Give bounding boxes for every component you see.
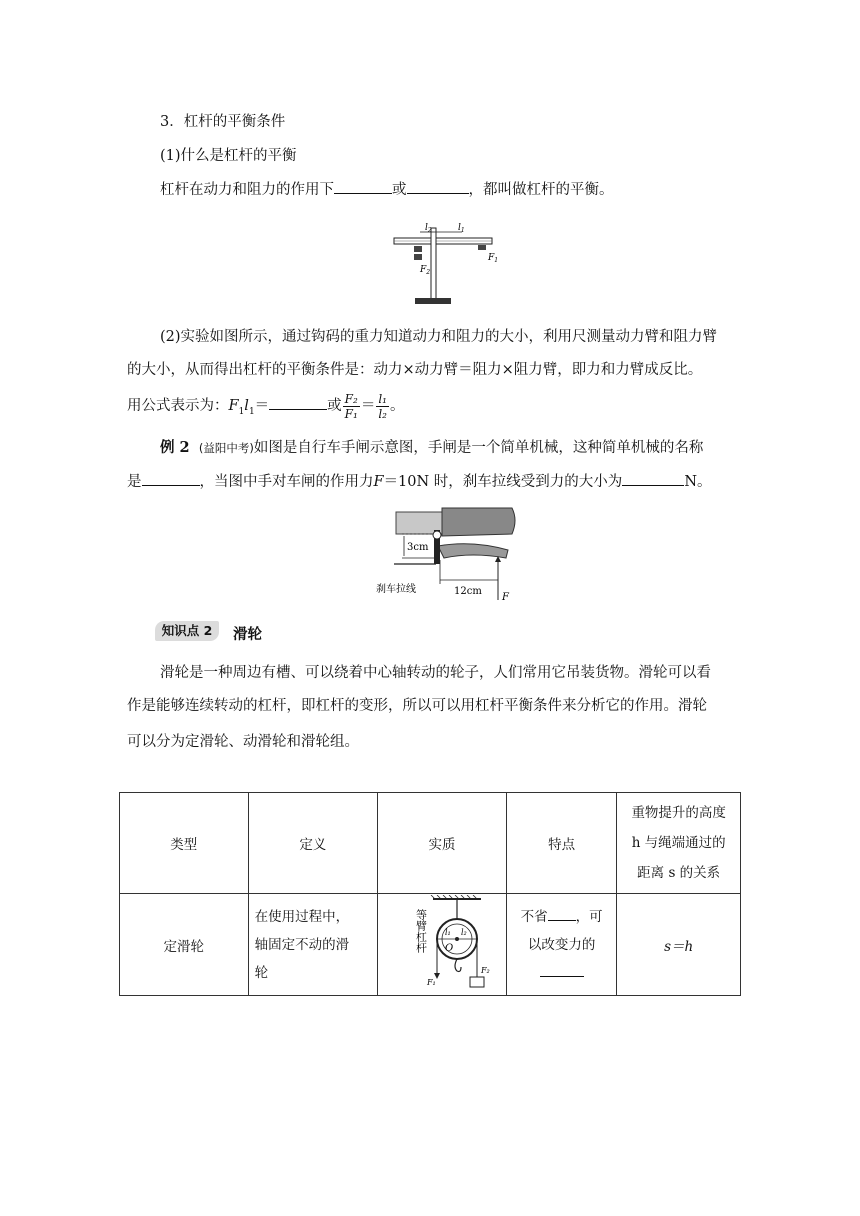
answer-blank-4[interactable] xyxy=(142,471,200,486)
answer-blank-7[interactable] xyxy=(540,962,584,977)
pulley-para-line3: 可以分为定滑轮、动滑轮和滑轮组。 xyxy=(127,734,359,750)
label-F1: $F_1$ xyxy=(488,253,499,264)
label-brake-cable: 刹车拉线 xyxy=(376,584,416,595)
formula-eq: ＝ xyxy=(254,398,270,414)
experiment-para-line2: 的大小，从而得出杠杆的平衡条件是：动力×动力臂＝阻力×阻力臂，即力和力臂成反比。 xyxy=(127,362,703,378)
pulley-para-line2: 作是能够连续转动的杠杆，即杠杆的变形，所以可以用杠杆平衡条件来分析它的作用。滑轮 xyxy=(127,698,707,714)
table-row xyxy=(120,894,741,996)
sentence-part-c: ，都叫做杠杆的平衡。 xyxy=(468,182,614,198)
sentence-part-a: 杠杆在动力和阻力的作用下 xyxy=(160,182,334,198)
experiment-para-line1: (2)实验如图所示，通过钩码的重力知道动力和阻力的大小，利用尺测量动力臂和阻力臂 xyxy=(160,329,718,345)
label-12cm: 12cm xyxy=(454,586,482,597)
header-features: 特点 xyxy=(506,793,617,894)
example-text-2a: 是 xyxy=(127,474,142,490)
header-essence: 实质 xyxy=(378,793,507,894)
lever-experiment-figure xyxy=(390,218,512,308)
example-text-2c: ＝10N 时，刹车拉线受到力的大小为 xyxy=(383,474,623,490)
answer-blank-3[interactable] xyxy=(269,395,327,410)
formula-sub1: 1 xyxy=(238,406,245,417)
fraction-F xyxy=(343,392,360,421)
table-header-row xyxy=(120,793,741,894)
formula-end: 。 xyxy=(389,398,405,414)
fraction-F-num: F₂ xyxy=(344,391,358,406)
header-relation-line1: 重物提升的高度 xyxy=(631,805,726,821)
fixed-pulley-figure xyxy=(387,895,497,991)
label-l1: l₁ xyxy=(445,927,451,937)
weight-right xyxy=(478,245,486,250)
fraction-l-num: l₁ xyxy=(378,391,387,406)
label-F2: F₂ xyxy=(481,965,490,975)
sentence-part-b: 或 xyxy=(392,182,407,198)
label-F1: F₁ xyxy=(427,977,436,987)
label-l2: $l_2$ xyxy=(425,223,432,234)
fraction-l-den: l₂ xyxy=(378,406,387,421)
label-force-F: F xyxy=(502,592,509,603)
feat-b: ，可 xyxy=(575,908,603,925)
cell-relation: s＝h xyxy=(617,894,741,996)
def-line1: 在使用过程中， xyxy=(254,908,350,925)
formula-l: l xyxy=(244,398,249,414)
brake-lever xyxy=(438,544,508,558)
def-line2: 轴固定不动的滑 xyxy=(254,936,350,953)
def-line3: 轮 xyxy=(254,964,269,981)
example-text-2b: ，当图中手对车闸的作用力 xyxy=(199,474,374,490)
example-F: F xyxy=(373,474,384,490)
fraction-l xyxy=(376,392,389,421)
example-source: (益阳中考) xyxy=(198,441,254,455)
example-2-line1 xyxy=(160,438,703,458)
knowledge-point-badge: 知识点 2 xyxy=(155,621,219,641)
pulley-table xyxy=(119,792,741,996)
handle-grip xyxy=(442,508,515,536)
answer-blank-2[interactable] xyxy=(407,179,469,194)
feat-line3 xyxy=(513,959,611,987)
example-label: 例 2 xyxy=(160,439,190,456)
cell-type: 定滑轮 xyxy=(120,894,249,996)
example-2-line2 xyxy=(127,471,712,492)
formula-sub2: 1 xyxy=(248,406,255,417)
weight-left xyxy=(414,246,422,252)
formula-line xyxy=(127,391,404,427)
label-l2: l₂ xyxy=(461,927,467,937)
fraction-eq: ＝ xyxy=(360,398,376,414)
stand-base xyxy=(415,298,451,304)
label-O: O xyxy=(445,942,454,954)
header-relation-line3: 距离 s 的关系 xyxy=(637,865,721,881)
balance-sentence xyxy=(160,179,614,200)
answer-blank-5[interactable] xyxy=(622,471,684,486)
hanging-weight xyxy=(470,977,484,987)
header-relation-line2: h 与绳端通过的 xyxy=(631,835,726,851)
pulley-para-line1: 滑轮是一种周边有槽、可以绕着中心轴转动的轮子，人们常用它吊装货物。滑轮可以看 xyxy=(160,665,711,681)
answer-blank-6[interactable] xyxy=(548,906,576,921)
fraction-F-den: F₁ xyxy=(344,406,358,421)
header-definition: 定义 xyxy=(248,793,378,894)
feat-line1 xyxy=(513,903,611,931)
answer-blank-1[interactable] xyxy=(334,179,392,194)
sub-heading-balance: (1)什么是杠杆的平衡 xyxy=(160,148,297,164)
stand-pole xyxy=(431,228,436,302)
cell-features xyxy=(506,894,617,996)
feat-a: 不省 xyxy=(520,908,548,925)
section-heading: 3．杠杆的平衡条件 xyxy=(160,114,286,130)
label-l1: $l_1$ xyxy=(458,223,465,234)
cell-essence xyxy=(378,894,507,996)
cell-definition xyxy=(248,894,378,996)
feat-line2: 以改变力的 xyxy=(527,936,596,953)
label-3cm: 3cm xyxy=(407,542,429,553)
knowledge-point-title: 滑轮 xyxy=(233,627,262,643)
header-relation xyxy=(617,793,741,894)
label-equal-arm-lever: 等臂杠杆 xyxy=(414,908,428,953)
header-type: 类型 xyxy=(120,793,249,894)
formula-or: 或 xyxy=(327,398,342,414)
formula-F: F xyxy=(228,398,239,414)
example-text-2d: N。 xyxy=(684,474,712,490)
example-text-1: 如图是自行车手闸示意图，手闸是一个简单机械，这种简单机械的名称 xyxy=(253,440,704,456)
label-F2: $F_2$ xyxy=(420,265,431,276)
formula-prefix: 用公式表示为： xyxy=(127,398,229,414)
bike-brake-figure xyxy=(372,500,520,604)
